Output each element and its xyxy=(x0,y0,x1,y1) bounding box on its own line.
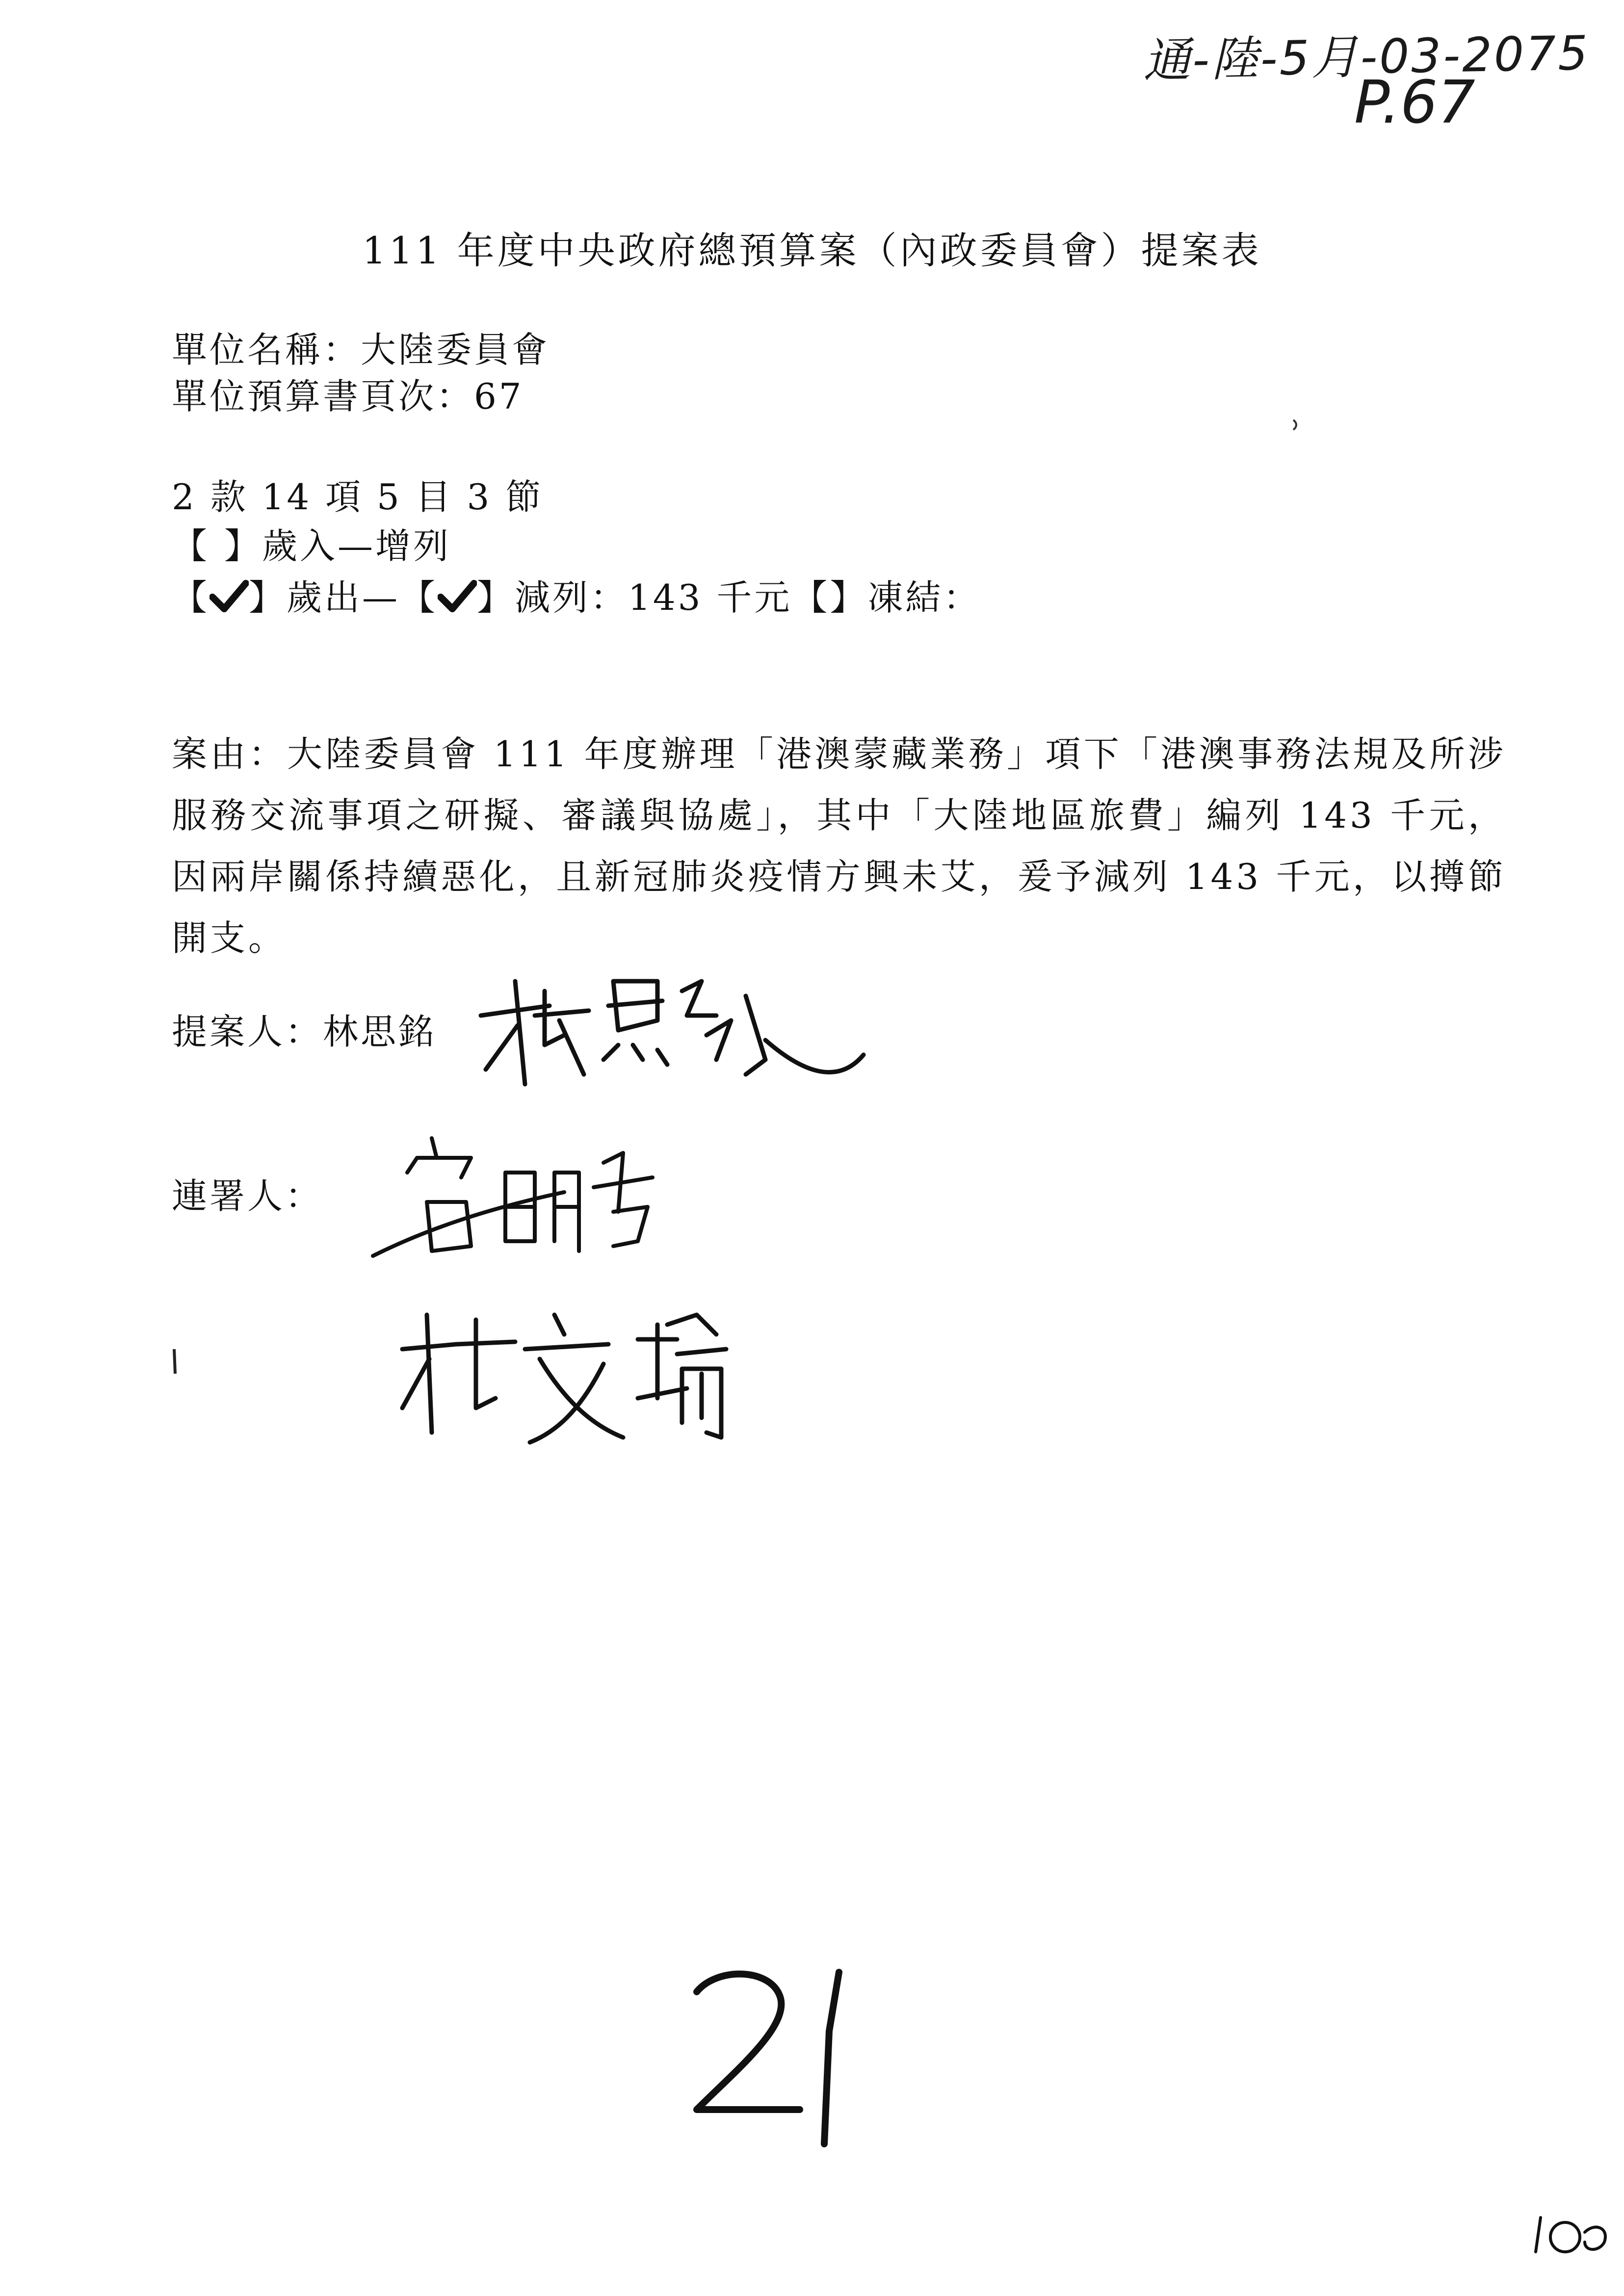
budget-page-number: 單位預算書頁次：67 xyxy=(172,376,524,417)
corner-page-mark xyxy=(1531,2198,1609,2257)
cosigner-signature-2 xyxy=(393,1295,736,1457)
stray-dot xyxy=(1290,417,1300,432)
budget-section: 2 款 14 項 5 目 3 節 xyxy=(172,476,544,518)
revenue-increase-line xyxy=(172,518,451,569)
checkmark-icon xyxy=(438,579,477,614)
open-bracket: 【 xyxy=(172,577,210,618)
proposal-reason: 案由：大陸委員會 111 年度辦理「港澳蒙藏業務」項下「港澳事務法規及所涉服務交流事項之研擬、審議與協處」，其中「大陸地區旅費」編列 143 千元，因兩岸關係持續惡化，且新冠肺炎疫情方興未艾，爰予減列 143 千元，以撙節開支。 xyxy=(172,733,1506,959)
expenditure-text-part2: 】減列：143 千元【】凍結： xyxy=(477,577,981,618)
handwritten-page-reference: P.67 xyxy=(1354,69,1475,137)
cosigner-signature-1 xyxy=(358,1128,677,1285)
proposer-signature xyxy=(471,962,873,1099)
expenditure-text-part1: 】歲出—【 xyxy=(249,577,438,618)
document-title: 111 年度中央政府總預算案（內政委員會）提案表 xyxy=(362,229,1262,272)
stray-mark xyxy=(169,1347,179,1376)
proposer-label: 提案人：林思銘 xyxy=(172,1011,437,1052)
cosigner-label: 連署人： xyxy=(172,1175,323,1217)
checkmark-icon xyxy=(210,579,249,614)
handwritten-number-21 xyxy=(687,1962,864,2149)
open-bracket: 【 xyxy=(172,525,210,567)
unit-name: 單位名稱：大陸委員會 xyxy=(172,329,550,370)
revenue-increase-text: 】歲入—增列 xyxy=(224,525,451,567)
handwritten-document-code: 通-陸-5月-03-2075 xyxy=(1143,26,1591,88)
expenditure-decrease-line xyxy=(172,569,981,620)
